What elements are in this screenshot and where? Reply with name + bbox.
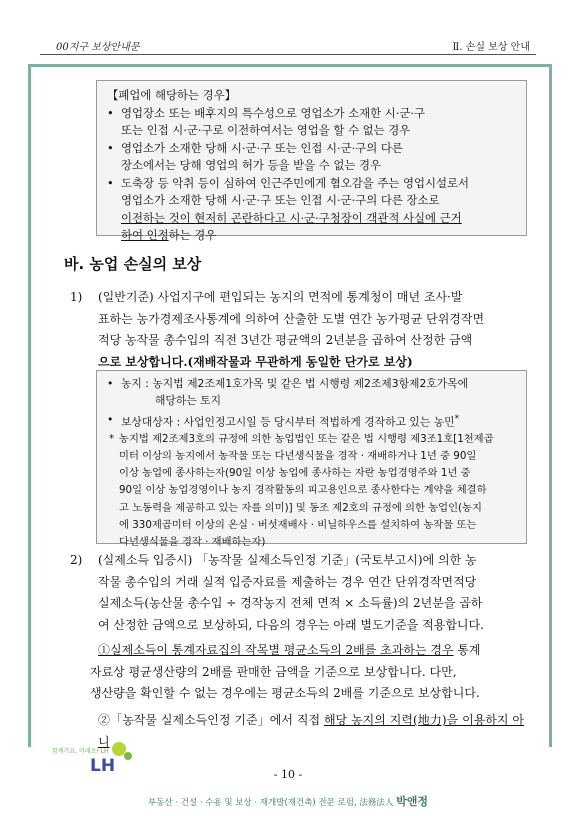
footnote: [107, 431, 516, 552]
line: 하는 경우: [168, 228, 217, 242]
line: 여 산정한 금액으로 보상하되, 다음의 경우는 아래 별도기준을 적용합니다.: [98, 617, 484, 632]
item-number: 1): [70, 290, 83, 304]
footer: [0, 793, 576, 809]
line: 도축장 등 악취 등이 심하여 인근주민에게 혐오감을 주는 영업시설로서: [121, 175, 470, 190]
logo-tagline: 함께가요, 미래로! LH: [52, 748, 109, 755]
line: 또는 인접 시·군·구로 이전하여서는 영업을 할 수 없는 경우: [121, 123, 411, 137]
line: 영업소가 소재한 당해 시·군·구 또는 인접 시·군·구의 다른 장소로: [121, 193, 440, 207]
line: 90일 이상 농업경영이나 농지 경작활동의 피고용인으로 종사한다는 계약을 체결하: [119, 484, 487, 497]
line: 이상 농업에 종사하는자(90일 이상 농업에 종사하는 자란 농업경영주와 1년 중: [119, 467, 471, 480]
lh-logo: LH: [90, 756, 116, 776]
line: 고 노동력을 제공하고 있는 자를 의미)] 및 동조 제2호의 규정에 의한 농업인(농지: [119, 501, 482, 514]
line: 통계: [453, 643, 481, 657]
bullet-icon: •: [107, 413, 114, 426]
actual-income-paragraph: [70, 550, 516, 636]
list-item: [107, 140, 516, 175]
line: 농지법 제2조제3호의 규정에 의한 농업법인 또는 같은 법 시행령 제3조1호[1천제곱: [119, 432, 494, 445]
general-criteria-paragraph: [70, 287, 516, 373]
firm-name: 박앤정: [396, 795, 428, 808]
label: 농지 :: [121, 377, 153, 390]
line: 자료상 평균생산량의 2배를 판매한 금액을 기준으로 보상합니다. 다만,: [90, 664, 457, 679]
item-number: 2): [70, 553, 83, 567]
footnote-mark: *: [454, 414, 460, 424]
header-doc-title: 00지구 보상안내문: [56, 42, 140, 53]
line: (일반기준) 사업지구에 편입되는 농지의 면적에 통계청이 매년 조사·발: [98, 290, 463, 304]
line: 으로 보상합니다.(재배작물과 무관하게 동일한 단가로 보상): [98, 354, 413, 369]
bullet-icon: •: [107, 175, 114, 190]
bullet-icon: •: [107, 105, 114, 120]
exception-one-paragraph: [80, 640, 524, 705]
line: 영업장소 또는 배후지의 특수성으로 영업소가 소재한 시·군·구: [121, 105, 426, 120]
footer-text: 부동산 · 건설 · 수용 및 보상 · 재개발(재건축) 전문 로펌, 法務法人: [148, 798, 397, 808]
farmland-definition-box: [96, 370, 527, 549]
exception-two-paragraph: [80, 710, 524, 753]
underlined-text: 하여 인정: [121, 228, 169, 242]
page-number: - 10 -: [273, 768, 303, 781]
line: 농지법 제2조제1호가목 및 같은 법 시행령 제2조제3항제2호가목에: [152, 377, 469, 390]
line: 생산량을 확인할 수 없는 경우에는 평균소득의 2배를 기준으로 보상합니다.: [90, 686, 480, 700]
list-item: [107, 175, 516, 245]
bullet-icon: •: [107, 140, 114, 155]
line: 표하는 농가경제조사통계에 의하여 산출한 도별 연간 농가평균 단위경작면: [98, 311, 485, 326]
header-divider: [40, 54, 536, 55]
underlined-text: ①실제소득이 통계자료집의 작목별 평균소득의 2배를 초과하는 경우: [98, 643, 454, 657]
line: 해당하는 토지: [155, 394, 222, 407]
bullet-icon: •: [107, 377, 114, 390]
line: (실제소득 입증시) 「농작물 실제소득인정 기준」(국토부고시)에 의한 농: [98, 553, 477, 567]
underlined-line: 이전하는 것이 현저히 곤란하다고 시·군·구청장이 객관적 사실에 근거: [121, 210, 462, 225]
line: 작물 총수입의 거래 실적 입증자료를 제출하는 경우 연간 단위경작면적당: [98, 574, 477, 589]
underlined-text: 해당 농지의 지력(地力)을 이용하지 아니: [98, 713, 525, 749]
line: ②「농작물 실제소득인정 기준」에서 직접: [98, 713, 324, 727]
logo-circle-icon: [124, 752, 132, 760]
section-title: 바. 농업 손실의 보상: [64, 255, 202, 273]
header-section-title: Ⅱ. 손실 보상 안내: [452, 42, 530, 53]
line: 적당 농작물 총수입의 직전 3년간 평균액의 2년분을 곱하여 산정한 금액: [98, 333, 473, 347]
line: 다년생식물을 경작 · 재배하는자): [119, 536, 266, 549]
line: 장소에서는 당해 영업의 허가 등을 받을 수 없는 경우: [121, 158, 382, 172]
line: 에 330제곱미터 이상의 온실 · 버섯재배사 · 비닐하우스를 설치하여 농작물 또는: [119, 519, 477, 532]
footnote-mark: *: [109, 432, 115, 445]
closure-conditions-box: [96, 80, 527, 242]
list-item: [107, 105, 516, 140]
line: 실제소득(농산물 총수입 ÷ 경작농지 전체 면적 × 소득률)의 2년분을 곱하: [98, 596, 483, 610]
list-item: [107, 375, 516, 409]
box-title: 【폐업에 해당하는 경우】: [107, 88, 237, 102]
list-item: [107, 411, 516, 431]
line: 보상대상자 : 사업인정고시일 등 당시부터 적법하게 경작하고 있는 농민: [121, 415, 455, 429]
line: 영업소가 소재한 당해 시·군·구 또는 인접 시·군·구의 다른: [121, 140, 403, 155]
line: 미터 이상의 농지에서 농작물 또는 다년생식물을 경작 · 재배하거나 1년 중 90일: [119, 449, 477, 462]
